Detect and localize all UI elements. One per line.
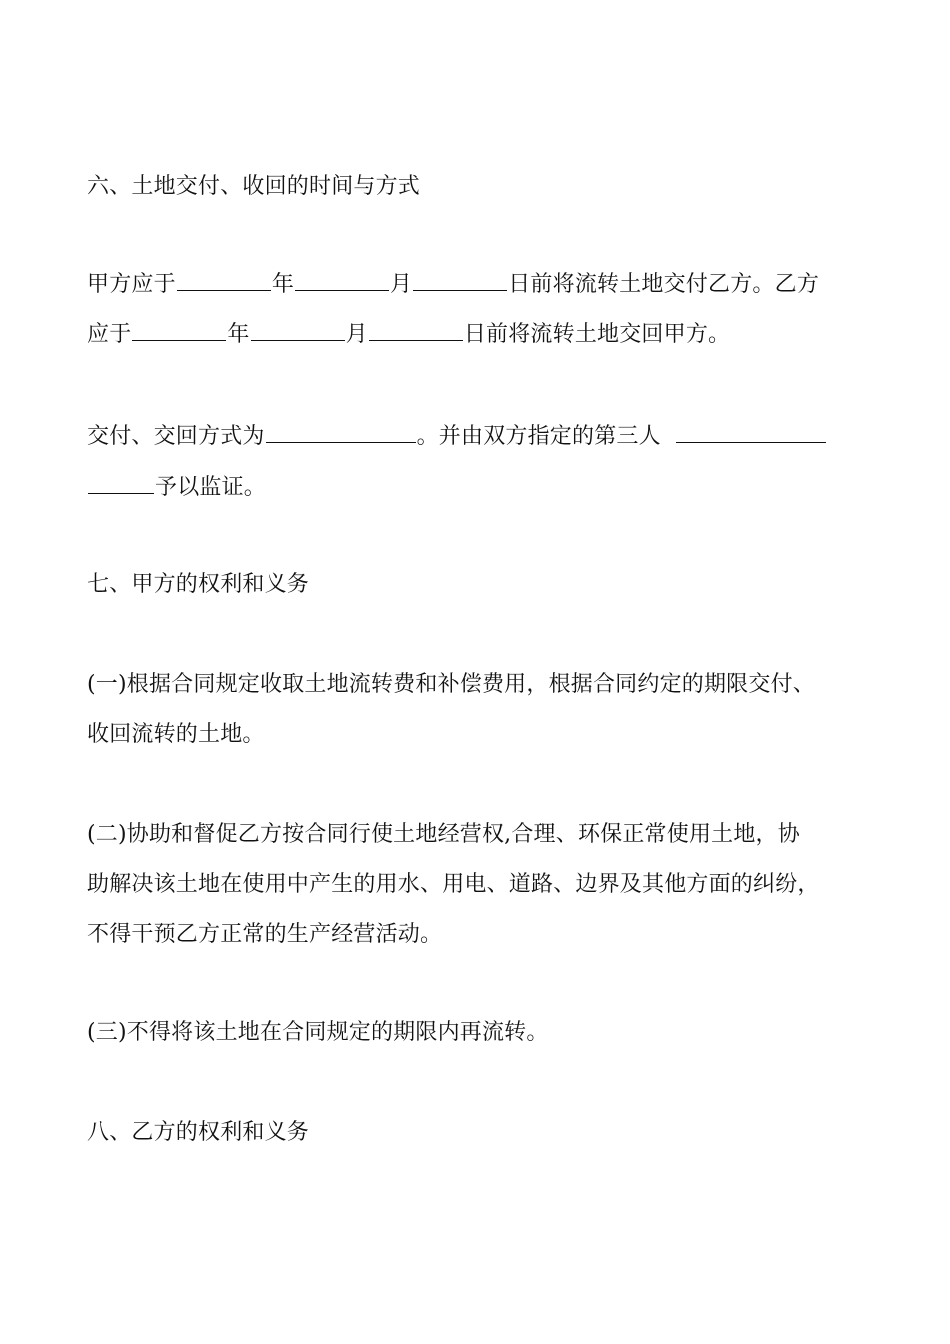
section-8-heading: 八、乙方的权利和义务 [87, 1120, 310, 1145]
item-2-line-1: (二)协助和督促乙方按合同行使土地经营权,合理、环保正常使用土地，协 [87, 822, 800, 847]
year-blank [132, 322, 226, 341]
text-segment: 年 [227, 322, 250, 347]
day-blank [369, 322, 463, 341]
text-segment: 月 [390, 272, 413, 297]
paragraph-method-line-1 [87, 422, 827, 452]
paragraph-method-line-2 [87, 473, 266, 503]
text-segment: 年 [271, 272, 295, 297]
third-party-blank-continued [88, 475, 154, 494]
item-2-line-3: 不得干预乙方正常的生产经营活动。 [87, 922, 443, 947]
day-blank [413, 272, 507, 291]
item-3-line-1: (三)不得将该土地在合同规定的期限内再流转。 [87, 1020, 549, 1045]
text-segment: 日前将流转土地交回甲方。 [463, 322, 731, 347]
text-segment: 。并由双方指定的第三人 [416, 424, 661, 449]
paragraph-handover-line-1 [87, 270, 819, 300]
third-party-blank [676, 424, 826, 443]
text-segment: 月 [345, 322, 368, 347]
item-2-line-2: 助解决该土地在使用中产生的用水、用电、道路、边界及其他方面的纠纷， [87, 872, 820, 897]
month-blank [251, 322, 345, 341]
section-7-heading: 七、甲方的权利和义务 [87, 572, 310, 597]
section-6-heading: 六、土地交付、收回的时间与方式 [87, 174, 421, 199]
paragraph-handover-line-2 [87, 320, 730, 350]
text-segment: 日前将流转土地交付乙方。乙方 [508, 272, 820, 297]
text-segment: 交付、交回方式为 [87, 424, 265, 449]
text-segment: 甲方应于 [87, 272, 176, 297]
item-1-line-1: (一)根据合同规定收取土地流转费和补偿费用，根据合同约定的期限交付、 [87, 672, 815, 697]
method-blank [266, 424, 416, 443]
year-blank [177, 272, 271, 291]
month-blank [295, 272, 389, 291]
text-segment: 应于 [87, 322, 132, 347]
item-1-line-2: 收回流转的土地。 [87, 722, 265, 747]
text-segment: 予以监证。 [155, 475, 267, 500]
